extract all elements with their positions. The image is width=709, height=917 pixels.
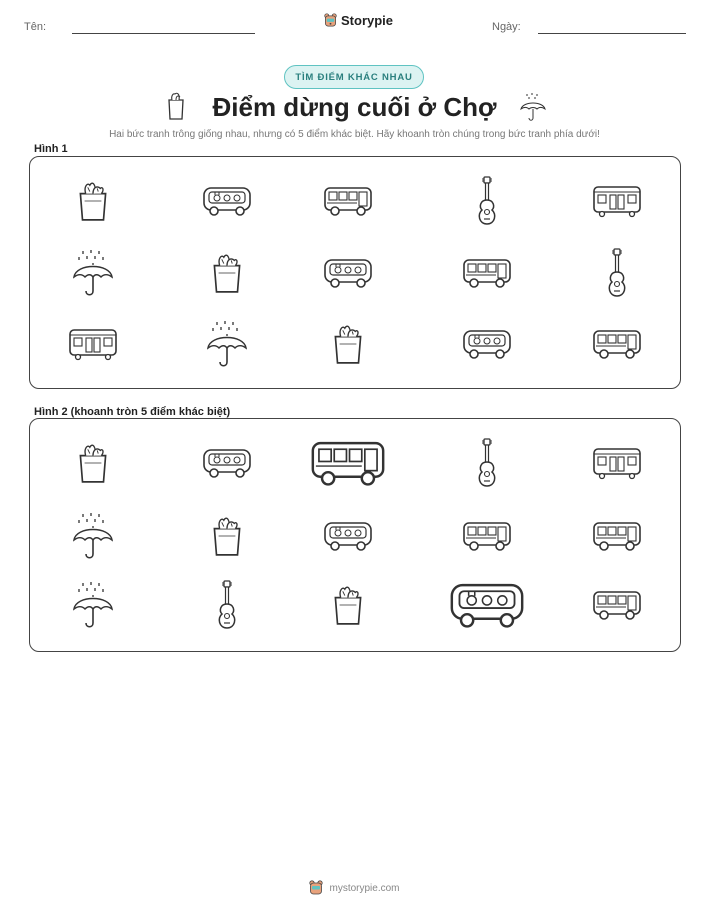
bus-icon — [323, 184, 373, 218]
brand-logo — [324, 13, 393, 28]
storypie-bear-icon — [309, 880, 323, 896]
picture2-cell-2-3[interactable] — [303, 504, 393, 568]
date-label: Ngày: — [492, 21, 521, 33]
guitar-icon — [605, 248, 629, 298]
picture2-cell-1-2[interactable] — [182, 431, 272, 495]
train-icon — [68, 327, 118, 361]
picture2-label: Hình 2 (khoanh tròn 5 điểm khác biệt) — [34, 406, 231, 418]
train-icon — [592, 184, 642, 218]
activity-badge: TÌM ĐIỂM KHÁC NHAU — [284, 65, 424, 89]
picture1-cell-2-5[interactable] — [572, 241, 662, 305]
picture2-cell-2-5[interactable] — [572, 504, 662, 568]
picture1-cell-3-1[interactable] — [48, 312, 138, 376]
animal-bus-icon — [202, 184, 252, 218]
picture2-cell-1-5[interactable] — [572, 431, 662, 495]
picture1-cell-3-5[interactable] — [572, 312, 662, 376]
picture2-cell-3-5[interactable] — [572, 573, 662, 637]
brand-name: Storypie — [341, 13, 394, 28]
page-title: Điểm dừng cuối ở Chợ — [212, 92, 497, 122]
bus-icon — [308, 437, 388, 489]
umbrella-rain-icon — [71, 581, 115, 629]
picture2-cell-3-3[interactable] — [303, 573, 393, 637]
footer — [0, 880, 709, 896]
bus-icon — [592, 588, 642, 622]
animal-bus-icon — [202, 446, 252, 480]
guitar-icon — [215, 580, 239, 630]
guitar-icon — [475, 176, 499, 226]
animal-bus-icon — [462, 327, 512, 361]
grocery-bag-icon — [330, 584, 366, 626]
umbrella-rain-icon — [205, 320, 249, 368]
bus-icon — [592, 327, 642, 361]
train-icon — [592, 446, 642, 480]
picture1-cell-1-2[interactable] — [182, 169, 272, 233]
bus-icon — [592, 519, 642, 553]
picture2-cell-1-4[interactable] — [442, 431, 532, 495]
grocery-bag-icon — [330, 323, 366, 365]
umbrella-rain-icon — [71, 249, 115, 297]
instructions: Hai bức tranh trông giống nhau, nhưng có 5 điểm khác biệt. Hãy khoanh tròn chúng trong bức tranh phía dưới! — [109, 129, 600, 140]
date-line[interactable] — [538, 33, 686, 34]
name-line[interactable] — [72, 33, 255, 34]
grocery-bag-icon — [75, 180, 111, 222]
picture1-label: Hình 1 — [34, 143, 68, 155]
grocery-bag-icon — [209, 515, 245, 557]
picture1-cell-2-1[interactable] — [48, 241, 138, 305]
picture1-cell-3-4[interactable] — [442, 312, 532, 376]
umbrella-rain-icon — [71, 512, 115, 560]
animal-bus-icon — [447, 579, 527, 631]
picture2-cell-2-1[interactable] — [48, 504, 138, 568]
footer-url: mystorypie.com — [329, 882, 400, 894]
picture1-cell-1-4[interactable] — [442, 169, 532, 233]
picture2-cell-1-3[interactable] — [303, 431, 393, 495]
bus-icon — [462, 256, 512, 290]
guitar-icon — [475, 438, 499, 488]
name-label: Tên: — [24, 21, 47, 33]
grocery-bag-icon — [75, 442, 111, 484]
picture2-cell-2-4[interactable] — [442, 504, 532, 568]
storypie-bear-icon — [324, 13, 337, 28]
picture1-cell-2-2[interactable] — [182, 241, 272, 305]
picture2-cell-2-2[interactable] — [182, 504, 272, 568]
picture2-cell-1-1[interactable] — [48, 431, 138, 495]
animal-bus-icon — [323, 256, 373, 290]
picture1-cell-3-2[interactable] — [182, 312, 272, 376]
picture1-cell-1-5[interactable] — [572, 169, 662, 233]
picture2-cell-3-1[interactable] — [48, 573, 138, 637]
picture2-cell-3-4[interactable] — [442, 573, 532, 637]
picture1-cell-1-3[interactable] — [303, 169, 393, 233]
picture1-cell-2-3[interactable] — [303, 241, 393, 305]
picture1-cell-3-3[interactable] — [303, 312, 393, 376]
umbrella-rain-icon — [519, 92, 547, 122]
picture1-cell-1-1[interactable] — [48, 169, 138, 233]
picture2-cell-3-2[interactable] — [182, 573, 272, 637]
animal-bus-icon — [323, 519, 373, 553]
bus-icon — [462, 519, 512, 553]
picture1-cell-2-4[interactable] — [442, 241, 532, 305]
grocery-bag-icon — [209, 252, 245, 294]
